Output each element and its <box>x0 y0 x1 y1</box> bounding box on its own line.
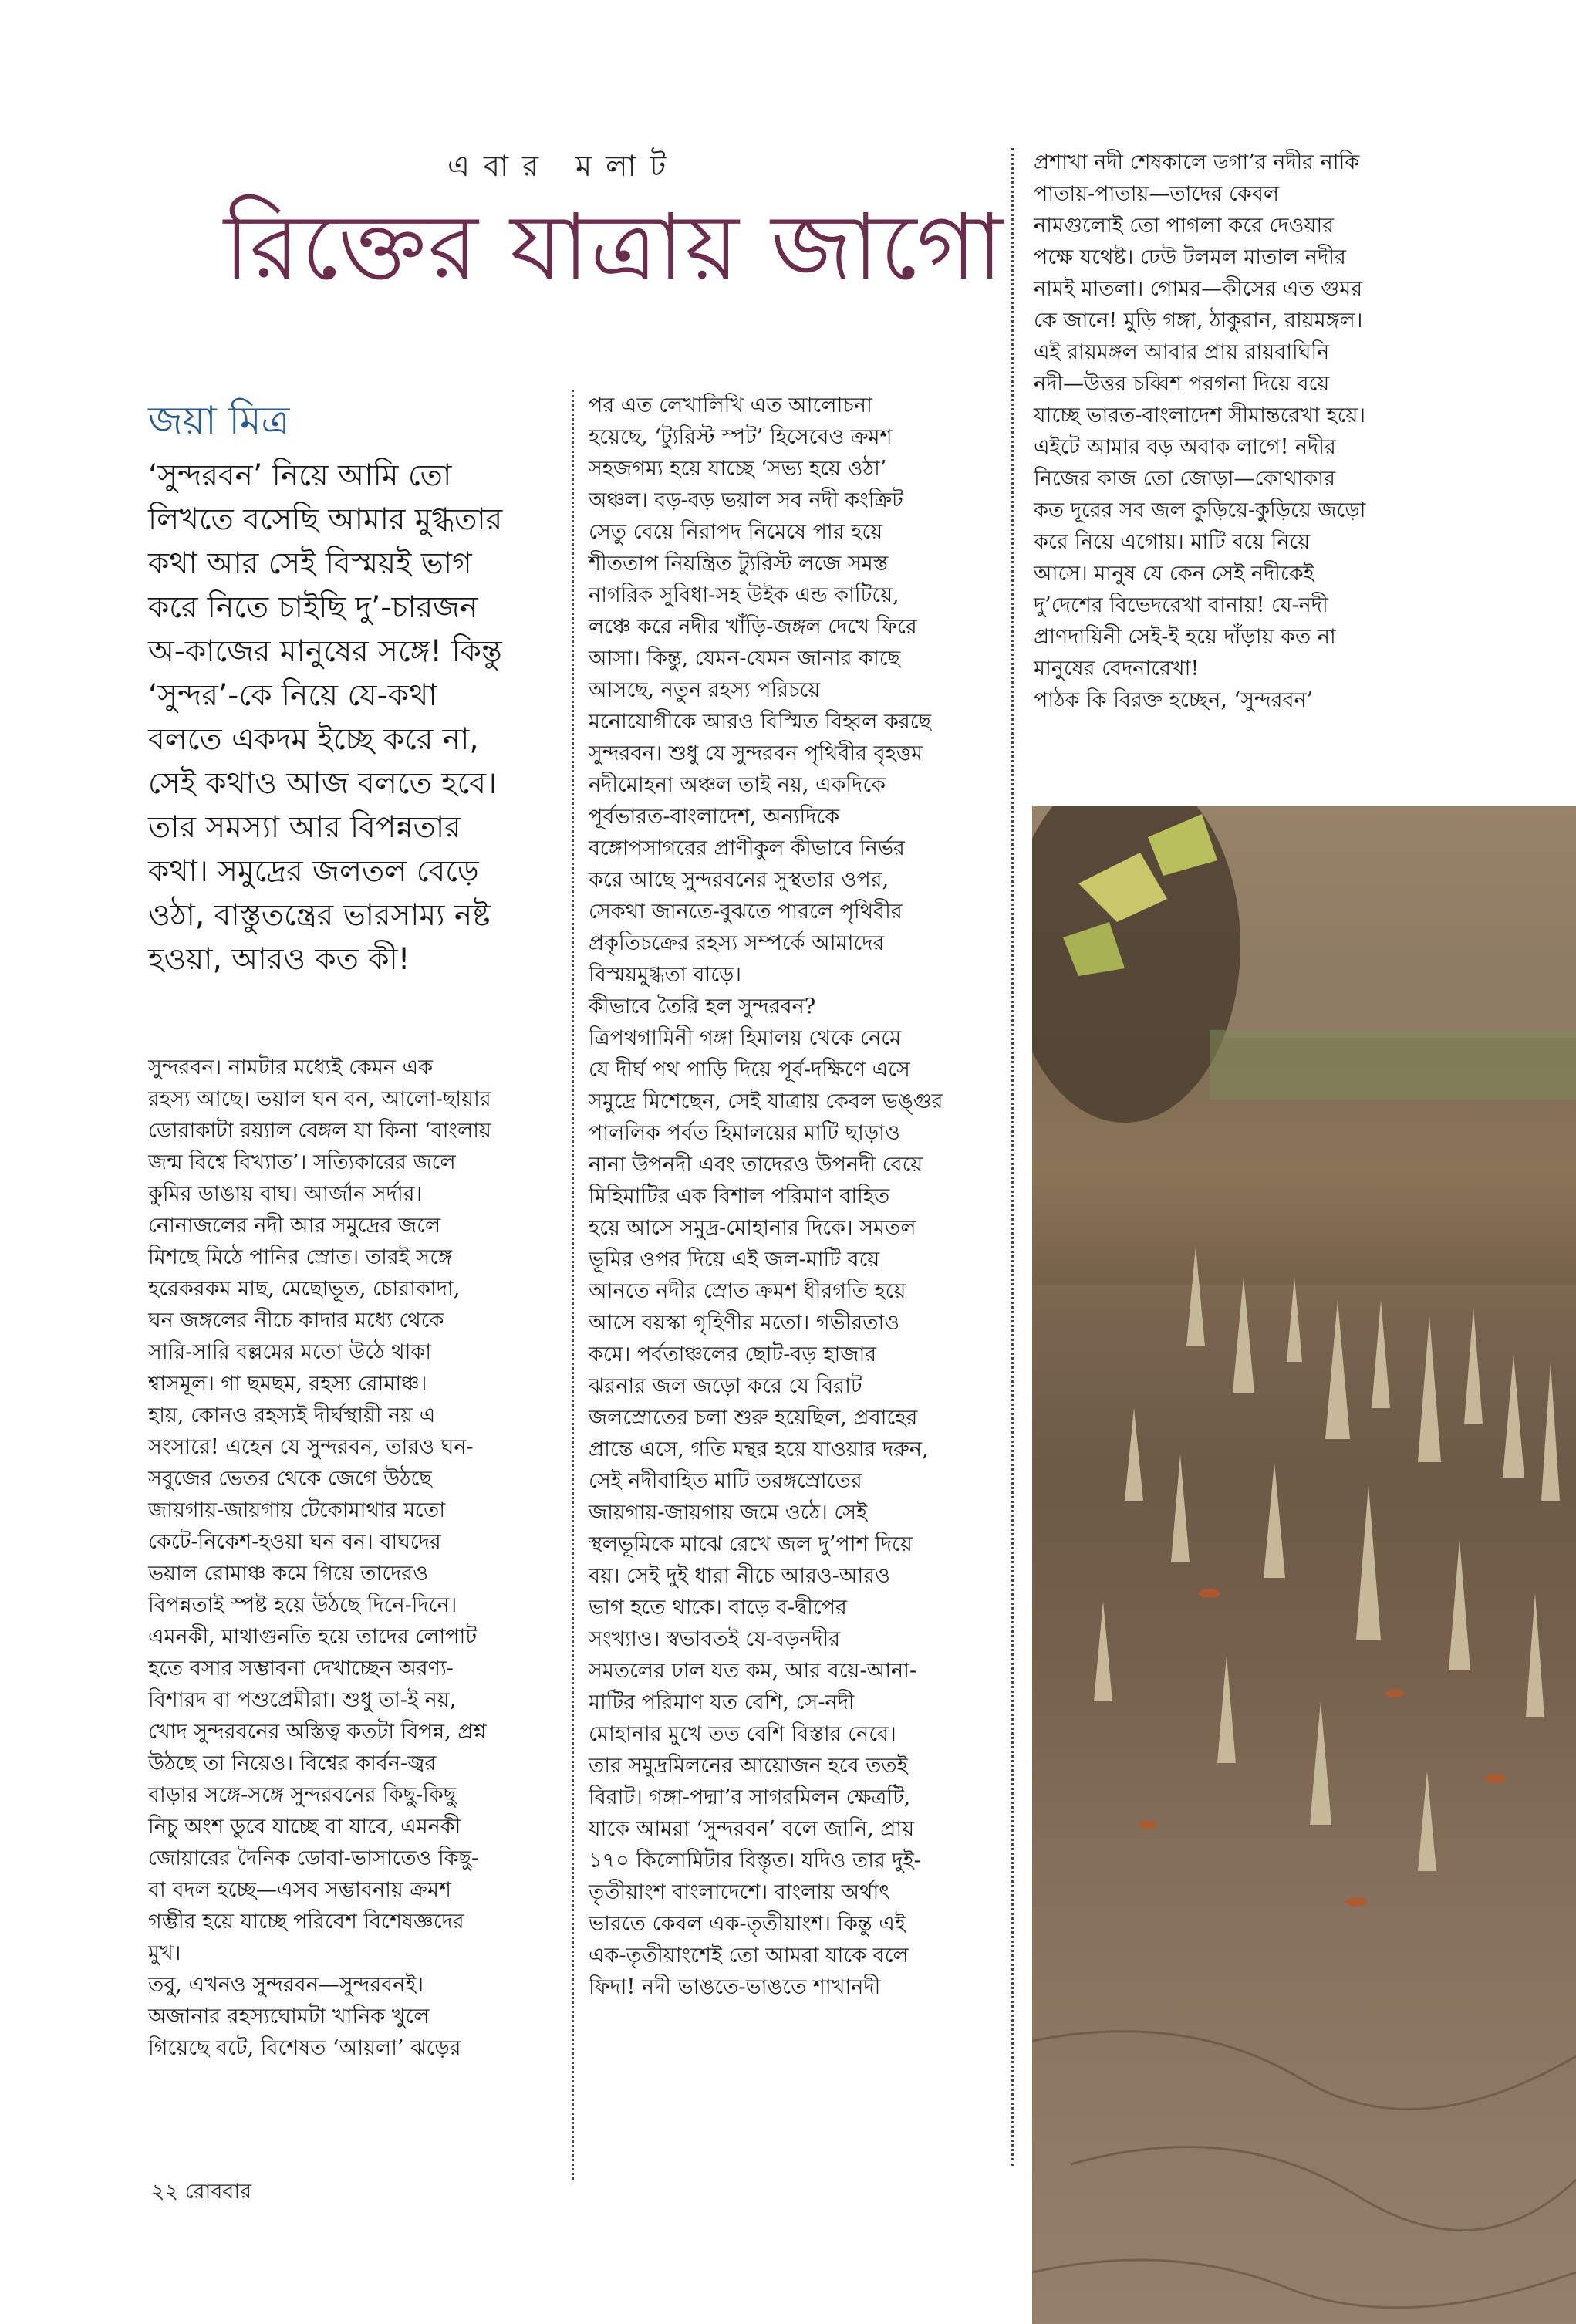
body-line: হয়ে আসে সমুদ্র-মোহানার দিকে। সমতল <box>589 1216 916 1240</box>
body-line: করে আছে সুন্দরবনের সুস্থতার ওপর, <box>589 868 889 892</box>
lede-line: বলতে একদম ইচ্ছে করে না, <box>148 722 479 757</box>
body-line: যাকে আমরা ‘সুন্দরবন’ বলে জানি, প্রায় <box>589 1817 915 1841</box>
body-line: নিজের কাজ তো জোড়া—কোথাকার <box>1034 467 1335 491</box>
body-line: পক্ষে যথেষ্ট। ঢেউ টলমল মাতাল নদীর <box>1034 245 1346 269</box>
lede-line: সেই কথাও আজ বলতে হবে। <box>148 766 497 801</box>
body-line: ঝরনার জল জড়ো করে যে বিরাট <box>589 1374 862 1398</box>
lede-line: অ-কাজের মানুষের সঙ্গে! কিন্তু <box>148 634 502 669</box>
body-line: ডোরাকাটা রয়্যাল বেঙ্গল যা কিনা ‘বাংলায় <box>148 1119 491 1143</box>
body-line: পাললিক পর্বত হিমালয়ের মাটি ছাড়াও <box>589 1121 900 1145</box>
body-line: মুখ। <box>148 1941 181 1965</box>
body-line: প্রশাখা নদী শেষকালে ডগা’র নদীর নাকি <box>1034 150 1360 174</box>
photo-illustration <box>1032 806 1576 2324</box>
body-line: কমে। পর্বতাঞ্চলের ছোট-বড় হাজার <box>589 1343 877 1366</box>
body-line: নদীমোহনা অঞ্চল তাই নয়, একদিকে <box>589 773 886 797</box>
body-line: মনোযোগীকে আরও বিস্মিত বিহ্বল করছে <box>589 710 931 734</box>
body-line: নামই মাতলা। গোমর—কীসের এত গুমর <box>1034 277 1363 301</box>
body-line: মানুষের বেদনারেখা! <box>1034 657 1200 681</box>
body-line: মাটির পরিমাণ যত বেশি, সে-নদী <box>589 1691 855 1714</box>
body-line: রহস্য আছে। ভয়াল ঘন বন, আলো-ছায়ার <box>148 1087 491 1111</box>
lede-line: তার সমস্যা আর বিপন্নতার <box>148 810 461 845</box>
body-line: আসে। মানুষ যে কেন সেই নদীকেই <box>1034 562 1314 586</box>
body-line: বয়। সেই দুই ধারা নীচে আরও-আরও <box>589 1564 891 1588</box>
lede-line: করে নিতে চাইছি দু’-চারজন <box>148 590 478 625</box>
body-line: মিহিমাটির এক বিশাল পরিমাণ বাহিত <box>589 1184 890 1208</box>
body-line: নামগুলোই তো পাগলা করে দেওয়ার <box>1034 214 1335 238</box>
body-line: সহজগম্য হয়ে যাচ্ছে ‘সভ্য হয়ে ওঠা’ <box>589 457 887 481</box>
lede-line: হওয়া, আরও কত কী! <box>148 942 410 977</box>
body-line: জায়গায়-জায়গায় টেকোমাথার মতো <box>148 1498 446 1522</box>
body-line: এই রায়মঙ্গল আবার প্রায় রায়বাঘিনি <box>1034 340 1330 364</box>
body-line: প্রকৃতিচক্রের রহস্য সম্পর্কে আমাদের <box>589 931 885 955</box>
body-line: যাচ্ছে ভারত-বাংলাদেশ সীমান্তরেখা হয়ে। <box>1034 404 1366 427</box>
lede-line: ‘সুন্দরবন’ নিয়ে আমি তো <box>148 458 452 493</box>
body-line: আনতে নদীর স্রোত ক্রমশ ধীরগতি হয়ে <box>589 1279 906 1303</box>
body-line: মিশছে মিঠে পানির স্রোত। তারই সঙ্গে <box>148 1245 452 1269</box>
body-line: অজানার রহস্যঘোমটা খানিক খুলে <box>148 2005 430 2028</box>
body-line: ঘন জঙ্গলের নীচে কাদার মধ্যে থেকে <box>148 1309 444 1333</box>
body-line: গম্ভীর হয়ে যাচ্ছে পরিবেশ বিশেষজ্ঞদের <box>148 1910 464 1934</box>
body-line: বিরাট। গঙ্গা-পদ্মা’র সাগরমিলন ক্ষেত্রটি, <box>589 1785 911 1809</box>
lede-line: লিখতে বসেছি আমার মুগ্ধতার <box>148 502 503 537</box>
body-line: যে দীর্ঘ পথ পাড়ি দিয়ে পূর্ব-দক্ষিণে এসে <box>589 1058 910 1082</box>
body-line: বিস্ময়মুগ্ধতা বাড়ে। <box>589 963 741 987</box>
mangrove-pneumatophore-photo <box>1032 806 1576 2324</box>
body-line: হরেকরকম মাছ, মেছোভূত, চোরাকাদা, <box>148 1277 461 1301</box>
body-line: সবুজের ভেতর থেকে জেগে উঠছে <box>148 1467 432 1491</box>
body-line: তৃতীয়াংশ বাংলাদেশে। বাংলায় অর্থাৎ <box>589 1880 890 1904</box>
body-line: সেকথা জানতে-বুঝতে পারলে পৃথিবীর <box>589 900 903 924</box>
body-line: উঠছে তা নিয়েও। বিশ্বের কার্বন-জ্বর <box>148 1751 437 1775</box>
body-line: প্রান্তে এসে, গতি মন্থর হয়ে যাওয়ার দরুন, <box>589 1437 929 1461</box>
body-line: কত দূরের সব জল কুড়িয়ে-কুড়িয়ে জড়ো <box>1034 498 1366 522</box>
body-line: সমুদ্রে মিশেছেন, সেই যাত্রায় কেবল ভঙ্গুর <box>589 1089 943 1113</box>
body-line: পাঠক কি বিরক্ত হচ্ছেন, ‘সুন্দরবন’ <box>1034 688 1314 712</box>
lede-line: ‘সুন্দর’-কে নিয়ে যে-কথা <box>148 678 437 713</box>
body-line: পাতায়-পাতায়—তাদের কেবল <box>1034 182 1279 206</box>
body-line: গিয়েছে বটে, বিশেষত ‘আয়লা’ ঝড়ের <box>148 2036 461 2060</box>
body-line: এক-তৃতীয়াংশেই তো আমরা যাকে বলে <box>589 1944 909 1968</box>
body-line: নোনাজলের নদী আর সমুদ্রের জলে <box>148 1214 441 1238</box>
article-headline: রিক্তের যাত্রায় জাগো <box>224 194 1005 300</box>
body-line: স্থলভূমিকে মাঝে রেখে জল দু’পাশ দিয়ে <box>589 1532 913 1556</box>
body-column-1 <box>148 1052 549 2064</box>
body-line: সংখ্যাও। স্বভাবতই যে-বড়নদীর <box>589 1627 841 1651</box>
lede-line: ওঠা, বাস্তুতন্ত্রের ভারসাম্য নষ্ট <box>148 898 491 933</box>
body-line: কুমির ডাঙায় বাঘ। আর্জান সর্দার। <box>148 1182 423 1206</box>
body-line: করে নিয়ে এগোয়। মাটি বয়ে নিয়ে <box>1034 530 1311 554</box>
body-line: ভূমির ওপর দিয়ে এই জল-মাটি বয়ে <box>589 1248 880 1272</box>
body-line: কেটে-নিকেশ-হওয়া ঘন বন। বাঘদের <box>148 1530 441 1554</box>
lede-line: কথা আর সেই বিস্ময়ই ভাগ <box>148 546 472 581</box>
body-line: লঞ্চে করে নদীর খাঁড়ি-জঙ্গল দেখে ফিরে <box>589 615 917 639</box>
body-line: খোদ সুন্দরবনের অস্তিত্ব কতটা বিপন্ন, প্রশ্ন <box>148 1720 487 1744</box>
section-kicker: এবার মলাট <box>447 149 680 183</box>
body-line: সুন্দরবন। শুধু যে সুন্দরবন পৃথিবীর বৃহত্তম <box>589 741 923 765</box>
body-line: প্রাণদায়িনী সেই-ই হয়ে দাঁড়ায় কত না <box>1034 625 1336 649</box>
lede-paragraph <box>148 454 549 981</box>
body-line: পর এত লেখালিখি এত আলোচনা <box>589 394 872 417</box>
body-line: শীততাপ নিয়ন্ত্রিত ট্যুরিস্ট লজে সমস্ত <box>589 552 889 576</box>
body-line: মোহানার মুখে তত বেশি বিস্তার নেবে। <box>589 1722 896 1746</box>
body-line: নিচু অংশ ডুবে যাচ্ছে বা যাবে, এমনকী <box>148 1815 461 1839</box>
body-line: জোয়ারের দৈনিক ডোবা-ভাসাতেও কিছু- <box>148 1846 479 1870</box>
body-column-3 <box>1034 147 1462 716</box>
author-byline: জয়া মিত্র <box>148 398 290 443</box>
body-line: সুন্দরবন। নামটার মধ্যেই কেমন এক <box>148 1056 434 1079</box>
body-line: হতে বসার সম্ভাবনা দেখাচ্ছেন অরণ্য- <box>148 1657 454 1681</box>
lede-line: কথা। সমুদ্রের জলতল বেড়ে <box>148 854 479 889</box>
body-column-2 <box>589 390 1005 2003</box>
body-line: জন্ম বিশ্বে বিখ্যাত’। সত্যিকারের জলে <box>148 1150 456 1174</box>
body-line: এইটে আমার বড় অবাক লাগে! নদীর <box>1034 435 1336 459</box>
body-line: ফিদা! নদী ভাঙতে-ভাঙতে শাখানদী <box>589 1975 881 1999</box>
body-line: বাড়ার সঙ্গে-সঙ্গে সুন্দরবনের কিছু-কিছু <box>148 1783 457 1807</box>
body-line: সেই নদীবাহিত মাটি তরঙ্গস্রোতের <box>589 1469 862 1493</box>
body-line: ভাগ হতে থাকে। বাড়ে ব-দ্বীপের <box>589 1596 847 1620</box>
body-line: জলস্রোতের চলা শুরু হয়েছিল, প্রবাহের <box>589 1406 918 1430</box>
body-line: বা বদল হচ্ছে—এসব সম্ভাবনায় ক্রমশ <box>148 1878 451 1902</box>
column-divider <box>572 390 574 2180</box>
column-divider <box>1011 148 1014 2166</box>
body-line: নাগরিক সুবিধা-সহ উইক এন্ড কাটিয়ে, <box>589 583 899 607</box>
body-line: শ্বাসমূল। গা ছমছম, রহস্য রোমাঞ্চ। <box>148 1372 427 1396</box>
body-line: অঞ্চল। বড়-বড় ভয়াল সব নদী কংক্রিট <box>589 488 903 512</box>
body-line: ত্রিপথগামিনী গঙ্গা হিমালয় থেকে নেমে <box>589 1026 902 1050</box>
body-line: হয়েছে, ‘ট্যুরিস্ট স্পট’ হিসেবেও ক্রমশ <box>589 425 893 449</box>
body-line: নদী—উত্তর চব্বিশ পরগনা দিয়ে বয়ে <box>1034 372 1330 396</box>
body-line: হায়, কোনও রহস্যই দীর্ঘস্থায়ী নয় এ <box>148 1404 436 1427</box>
body-line: ভয়াল রোমাঞ্চ কমে গিয়ে তাদেরও <box>148 1562 429 1586</box>
body-line: পূর্বভারত-বাংলাদেশ, অন্যদিকে <box>589 805 840 829</box>
body-line: আসা। কিন্তু, যেমন-যেমন জানার কাছে <box>589 647 901 671</box>
body-line: আসছে, নতুন রহস্য পরিচয়ে <box>589 678 821 702</box>
body-line: নানা উপনদী এবং তাদেরও উপনদী বেয়ে <box>589 1153 923 1177</box>
body-line: সারি-সারি বল্লমের মতো উঠে থাকা <box>148 1340 432 1364</box>
body-line: বঙ্গোপসাগরের প্রাণীকুল কীভাবে নির্ভর <box>589 836 905 860</box>
body-line: ভারতে কেবল এক-তৃতীয়াংশ। কিন্তু এই <box>589 1912 906 1936</box>
body-line: কীভাবে তৈরি হল সুন্দরবন? <box>589 995 816 1018</box>
body-line: বিশারদ বা পশুপ্রেমীরা। শুধু তা-ই নয়, <box>148 1688 457 1712</box>
body-line: ১৭০ কিলোমিটার বিস্তৃত। যদিও তার দুই- <box>589 1849 921 1873</box>
body-line: সংসারে! এহেন যে সুন্দরবন, তারও ঘন- <box>148 1435 474 1459</box>
body-line: আসে বয়স্কা গৃহিণীর মতো। গভীরতাও <box>589 1311 900 1335</box>
body-line: বিপন্নতাই স্পষ্ট হয়ে উঠছে দিনে-দিনে। <box>148 1593 457 1617</box>
body-line: তবু, এখনও সুন্দরবন—সুন্দরবনই। <box>148 1973 424 1997</box>
body-line: এমনকী, মাথাগুনতি হয়ে তাদের লোপাট <box>148 1625 478 1649</box>
body-line: তার সমুদ্রমিলনের আয়োজন হবে ততই <box>589 1754 908 1778</box>
body-line: জায়গায়-জায়গায় জমে ওঠে। সেই <box>589 1501 868 1525</box>
body-line: সেতু বেয়ে নিরাপদ নিমেষে পার হয়ে <box>589 520 883 544</box>
body-line: সমতলের ঢাল যত কম, আর বয়ে-আনা- <box>589 1659 917 1683</box>
body-line: দু’দেশের বিভেদরেখা বানায়! যে-নদী <box>1034 593 1328 617</box>
page-footer: ২২ রোববার <box>151 2180 252 2204</box>
body-line: কে জানে! মুড়ি গঙ্গা, ঠাকুরান, রায়মঙ্গল। <box>1034 309 1363 333</box>
